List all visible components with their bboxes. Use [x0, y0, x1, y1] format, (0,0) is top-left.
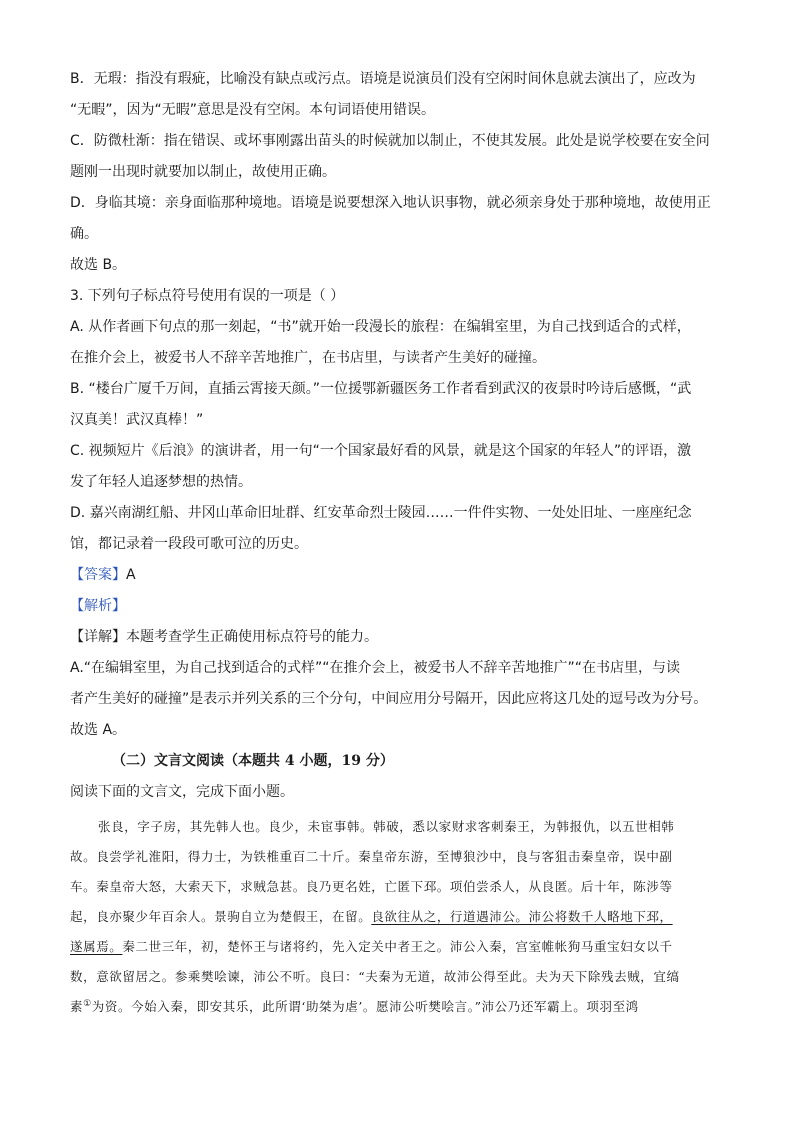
passage-line: 数，意欲留居之。参乘樊哙谏，沛公不听。良曰：“夫秦为无道，故沛公得至此。夫为天下除残去贼，宜缟 [70, 969, 680, 984]
document-page [70, 64, 724, 1022]
footnote-marker: ① [83, 998, 92, 1009]
passage-line [70, 902, 724, 932]
explanation-line: B．无瑕：指没有瑕疵，比喻没有缺点或污点。语境是说演员们没有空闲时间休息就去演出了，应改为 [70, 71, 696, 87]
option-line: 发了年轻人追逐梦想的热情。 [70, 474, 252, 490]
explanation-line: 题刚一出现时就要加以制止，故使用正确。 [70, 164, 336, 180]
answer-value: A [126, 567, 136, 583]
passage-line [70, 932, 724, 962]
classical-passage [70, 812, 724, 1022]
option-line: D. 嘉兴南湖红船、井冈山革命旧址群、红安革命烈士陵园……一件件实物、一处处旧址、一座座纪念 [70, 505, 692, 521]
answer-tag: 【答案】 [70, 567, 126, 583]
detail-line [70, 622, 724, 653]
option-line: 在推介会上，被爱书人不辞辛苦地推广，在书店里，与读者产生美好的碰撞。 [70, 350, 546, 366]
explanation-line: D．身临其境：亲身面临那种境地。语境是说要想深入地认识事物，就必须亲身处于那种境地，故使用正 [70, 195, 711, 211]
explanation-line: 确。 [70, 226, 98, 242]
underlined-passage-text: 遂属焉。 [70, 939, 123, 954]
detail-text: 本题考查学生正确使用标点符号的能力。 [126, 629, 378, 645]
detail-tag: 【详解】 [70, 629, 126, 645]
passage-line: 故。良尝学礼淮阳，得力士，为铁椎重百二十斤。秦皇帝东游，至博狼沙中，良与客狙击秦皇帝，误中副 [70, 849, 673, 864]
option-line: A. 从作者画下句点的那一刻起，“书”就开始一段漫长的旅程：在编辑室里，为自己找到适合的式样， [70, 319, 691, 335]
detail-explanation-line: 者产生美好的碰撞”是表示并列关系的三个分句，中间应用分号隔开，因此应将这几处的逗号改为分号。 [70, 691, 708, 707]
passage-text: 起，良亦聚少年百余人。景驹自立为楚假王，在留。 [70, 909, 372, 924]
section-instruction: 阅读下面的文言文，完成下面小题。 [70, 784, 294, 800]
analysis-tag: 【解析】 [70, 598, 126, 614]
detail-explanation-line: A.“在编辑室里，为自己找到适合的式样”“在推介会上，被爱书人不辞辛苦地推广”“在书店里，与读 [70, 660, 681, 676]
answer-line [70, 560, 724, 591]
explanation-line: “无暇”，因为“无暇”意思是没有空闲。本句词语使用错误。 [70, 102, 436, 118]
passage-text: 秦二世三年，初，楚怀王与诸将约，先入定关中者王之。沛公入秦，宫室帷帐狗马重宝妇女以千 [122, 939, 673, 954]
underlined-passage-text: 良欲往从之，行道遇沛公。沛公将数千人略地下邳， [371, 909, 673, 924]
passage-line: 张良，字子房，其先韩人也。良少，未宦事韩。韩破，悉以家财求客刺秦王，为韩报仇，以五世相韩 [98, 819, 675, 834]
passage-line: 车。秦皇帝大怒，大索天下，求贼急甚。良乃更名姓，亡匿下邳。项伯尝杀人，从良匿。后十年，陈涉等 [70, 879, 673, 894]
option-line: 馆，都记录着一段段可歌可泣的历史。 [70, 536, 308, 552]
conclusion-line: 故选 A。 [70, 722, 127, 738]
question-stem: 3. 下列句子标点符号使用有误的一项是（ ） [70, 288, 345, 304]
section-title: （二）文言文阅读（本题共 4 小题，19 分） [112, 753, 394, 769]
explanation-line: C．防微杜渐：指在错误、或坏事刚露出苗头的时候就加以制止，不使其发展。此处是说学校要在安全问 [70, 133, 710, 149]
passage-text: 素 [70, 999, 84, 1014]
passage-line [70, 992, 724, 1022]
option-line: B. “楼台广厦千万间，直插云霄接天颜。”一位援鄂新疆医务工作者看到武汉的夜景时吟诗后感慨，“武 [70, 381, 692, 397]
analysis-line [70, 591, 724, 622]
passage-text: 为资。今始入秦，即安其乐，此所谓‘助桀为虐’。愿沛公听樊哙言。”沛公乃还军霸上。项羽至鸿 [91, 999, 639, 1014]
option-line: 汉真美！武汉真棒！” [70, 412, 204, 428]
conclusion-line: 故选 B。 [70, 257, 127, 273]
option-line: C. 视频短片《后浪》的演讲者，用一句“一个国家最好看的风景，就是这个国家的年轻人”的评语，激 [70, 443, 692, 459]
